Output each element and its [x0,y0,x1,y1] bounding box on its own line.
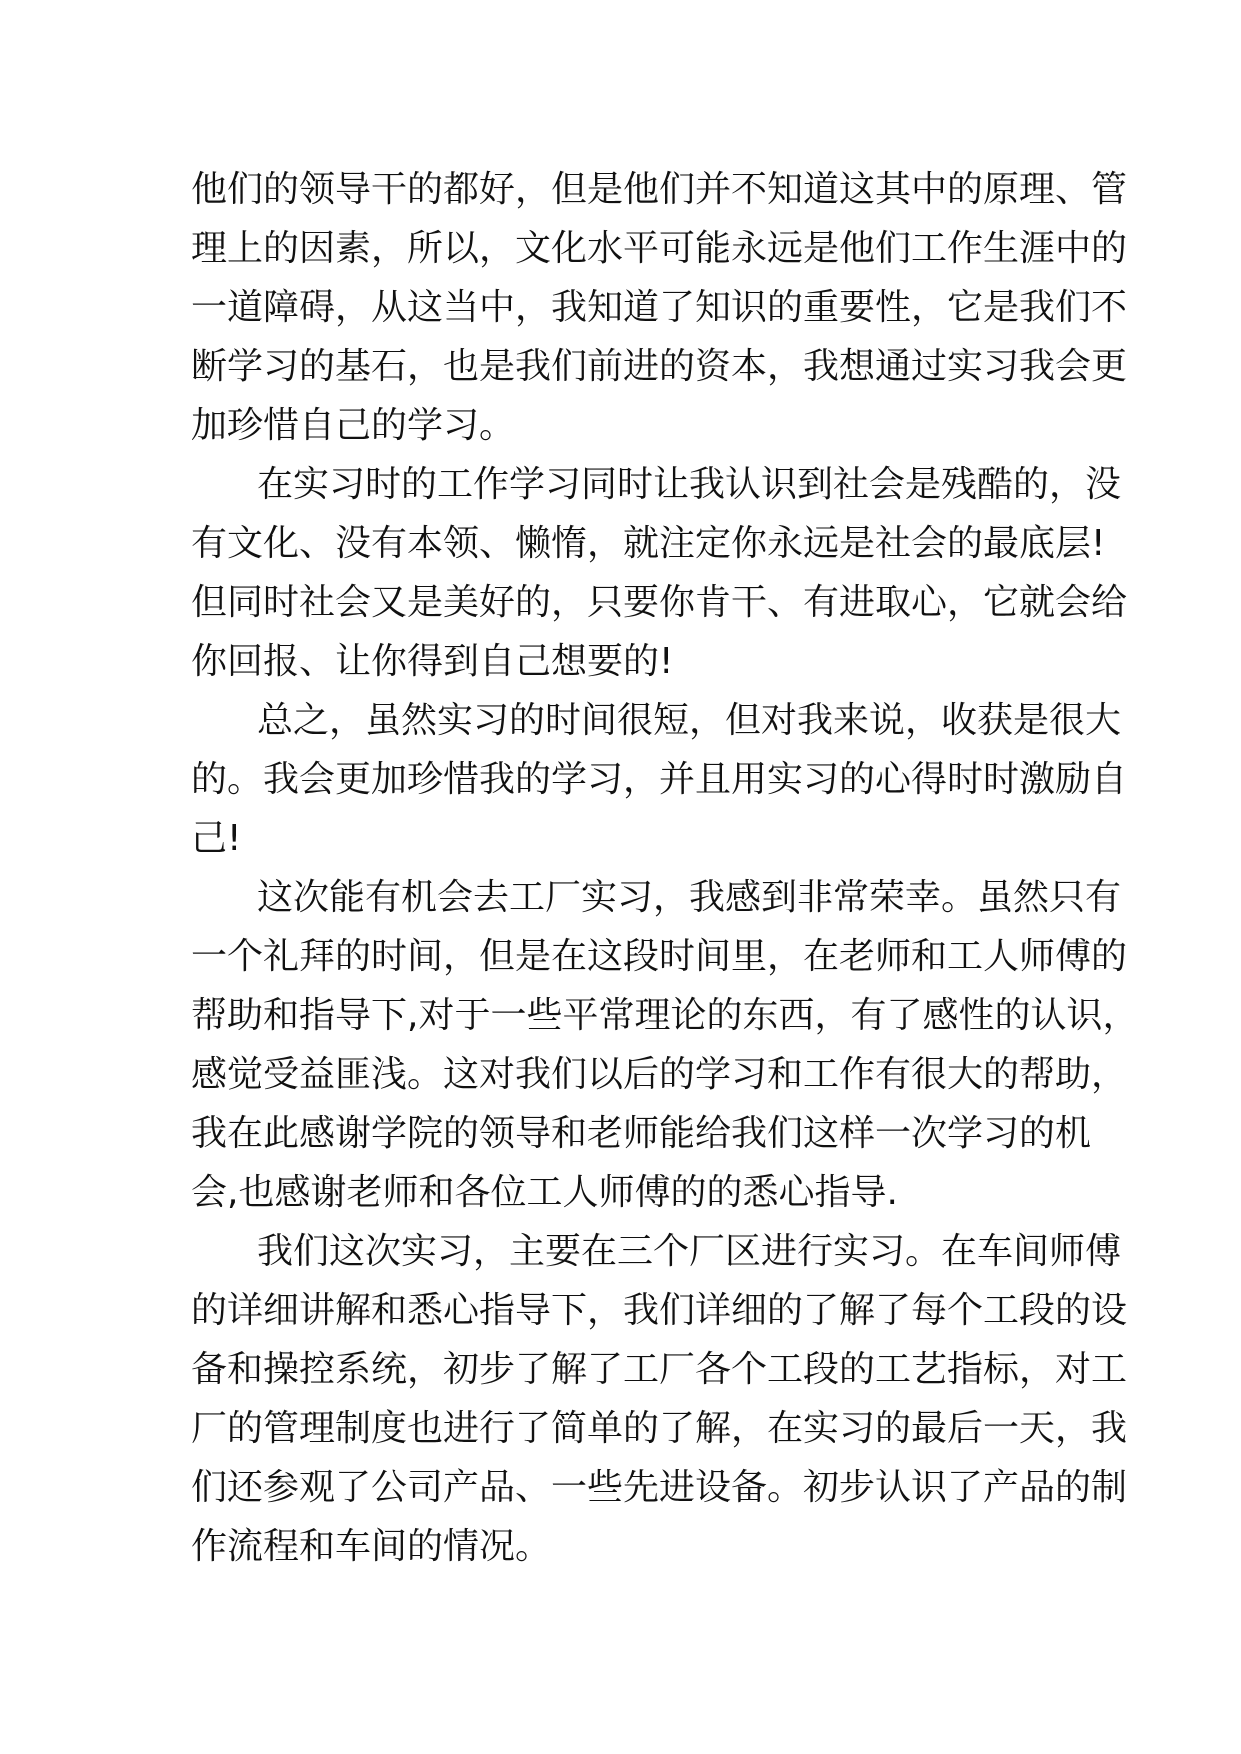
text-line: 有文化、没有本领、懒惰，就注定你永远是社会的最底层! [191,523,1106,564]
text-line: 己! [191,818,242,859]
text-line: 你回报、让你得到自己想要的! [191,641,674,682]
text-line: 一个礼拜的时间，但是在这段时间里，在老师和工人师傅的 [191,936,1128,977]
paragraph-1 [191,160,1128,455]
text-line: 断学习的基石，也是我们前进的资本，我想通过实习我会更 [191,346,1128,387]
text-line: 帮助和指导下,对于一些平常理论的东西，有了感性的认识， [191,995,1139,1036]
text-line: 我们这次实习，主要在三个厂区进行实习。在车间师傅 [257,1231,1122,1272]
text-line: 感觉受益匪浅。这对我们以后的学习和工作有很大的帮助， [191,1054,1128,1095]
text-line: 总之，虽然实习的时间很短，但对我来说，收获是很大 [257,700,1122,741]
paragraph-5 [191,1222,1128,1576]
text-line: 加珍惜自己的学习。 [191,405,516,446]
paragraph-2 [191,455,1128,691]
text-line: 他们的领导干的都好，但是他们并不知道这其中的原理、管 [191,169,1128,210]
text-line: 厂的管理制度也进行了简单的了解，在实习的最后一天，我 [191,1408,1128,1449]
text-line: 一道障碍，从这当中，我知道了知识的重要性，它是我们不 [191,287,1128,328]
text-line: 在实习时的工作学习同时让我认识到社会是残酷的，没 [257,464,1122,505]
text-line: 理上的因素，所以，文化水平可能永远是他们工作生涯中的 [191,228,1128,269]
text-line: 们还参观了公司产品、一些先进设备。初步认识了产品的制 [191,1467,1128,1508]
text-line: 这次能有机会去工厂实习，我感到非常荣幸。虽然只有 [257,877,1122,918]
text-line: 的。我会更加珍惜我的学习，并且用实习的心得时时激励自 [191,759,1128,800]
text-line: 会,也感谢老师和各位工人师傅的的悉心指导. [191,1172,898,1213]
text-line: 我在此感谢学院的领导和老师能给我们这样一次学习的机 [191,1113,1092,1154]
document-page [191,160,1139,1576]
paragraph-3 [191,691,1128,868]
paragraph-4 [191,868,1139,1222]
text-line: 作流程和车间的情况。 [191,1526,552,1567]
text-line: 备和操控系统，初步了解了工厂各个工段的工艺指标，对工 [191,1349,1128,1390]
text-line: 的详细讲解和悉心指导下，我们详细的了解了每个工段的设 [191,1290,1128,1331]
text-line: 但同时社会又是美好的，只要你肯干、有进取心，它就会给 [191,582,1128,623]
